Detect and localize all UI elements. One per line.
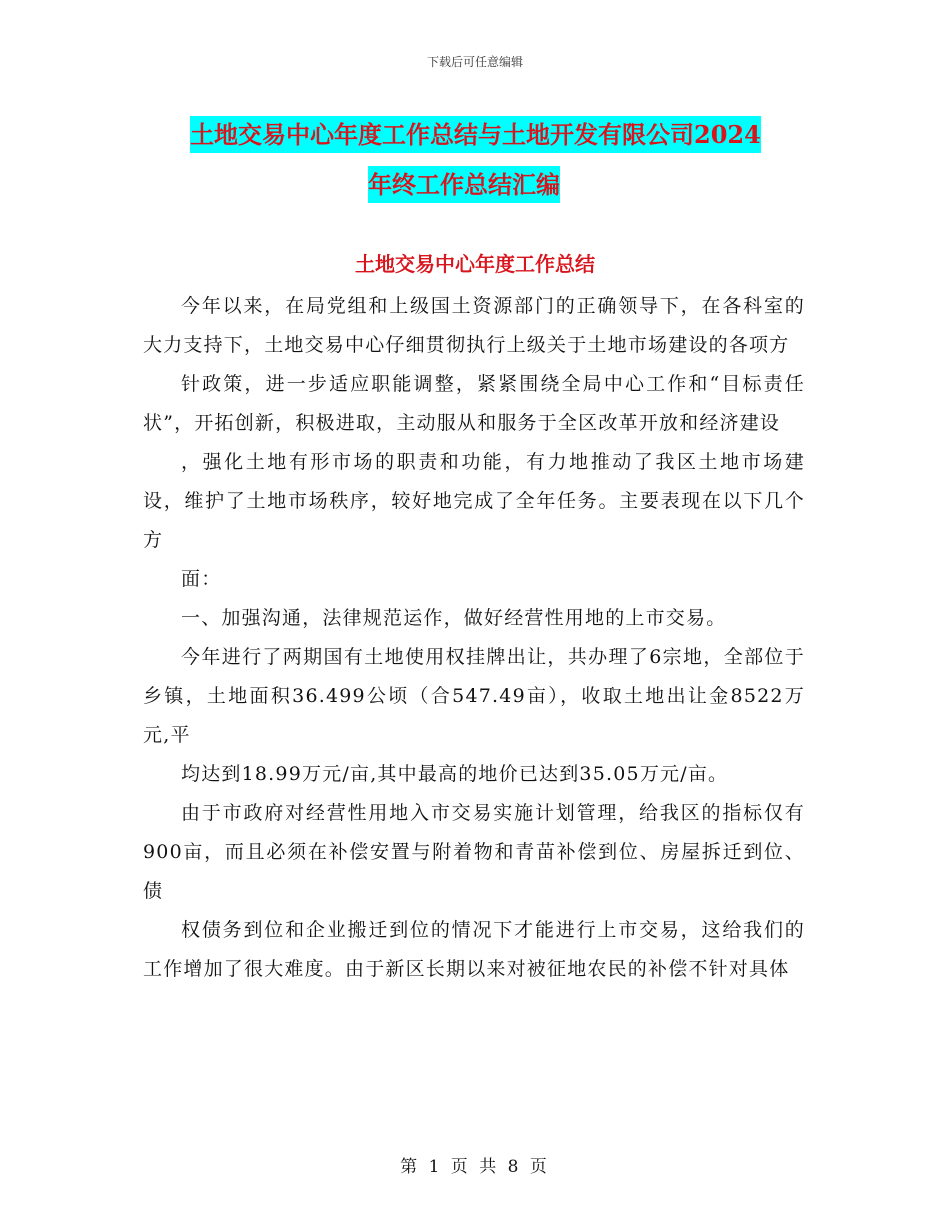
paragraph: 由于市政府对经营性用地入市交易实施计划管理，给我区的指标仅有900亩，而且必须在补偿安置与附着物和青苗补偿到位、房屋拆迁到位、债 — [143, 802, 805, 902]
document-body — [143, 287, 805, 989]
page-number: 第 1 页 共 8 页 — [400, 1157, 550, 1177]
section-title: 土地交易中心年度工作总结 — [355, 252, 595, 276]
paragraph: 一、加强沟通，法律规范运作，做好经营性用地的上市交易。 — [181, 607, 727, 629]
paragraph: 均达到18.99万元/亩,其中最高的地价已达到35.05万元/亩。 — [181, 763, 729, 785]
paragraph: 针政策，进一步适应职能调整，紧紧围绕全局中心工作和“目标责任状”，开拓创新，积极进取，主动服从和服务于全区改革开放和经济建设 — [143, 373, 805, 434]
paragraph: 面： — [181, 568, 222, 590]
document-title-line-2: 年终工作总结汇编 — [190, 160, 830, 210]
document-title-line-1: 土地交易中心年度工作总结与土地开发有限公司2024 — [190, 110, 830, 160]
header-note: 下载后可任意编辑 — [426, 55, 523, 69]
paragraph: 今年以来，在局党组和上级国土资源部门的正确领导下，在各科室的大力支持下，土地交易中心仔细贯彻执行上级关于土地市场建设的各项方 — [143, 295, 805, 356]
paragraph: ，强化土地有形市场的职责和功能，有力地推动了我区土地市场建设，维护了土地市场秩序，较好地完成了全年任务。主要表现在以下几个方 — [143, 451, 805, 551]
document-title — [190, 110, 830, 210]
paragraph: 权债务到位和企业搬迁到位的情况下才能进行上市交易，这给我们的工作增加了很大难度。由于新区长期以来对被征地农民的补偿不针对具体 — [143, 919, 805, 980]
paragraph: 今年进行了两期国有土地使用权挂牌出让，共办理了6宗地，全部位于乡镇，土地面积36.499公顷（合547.49亩），收取土地出让金8522万元,平 — [143, 646, 805, 746]
